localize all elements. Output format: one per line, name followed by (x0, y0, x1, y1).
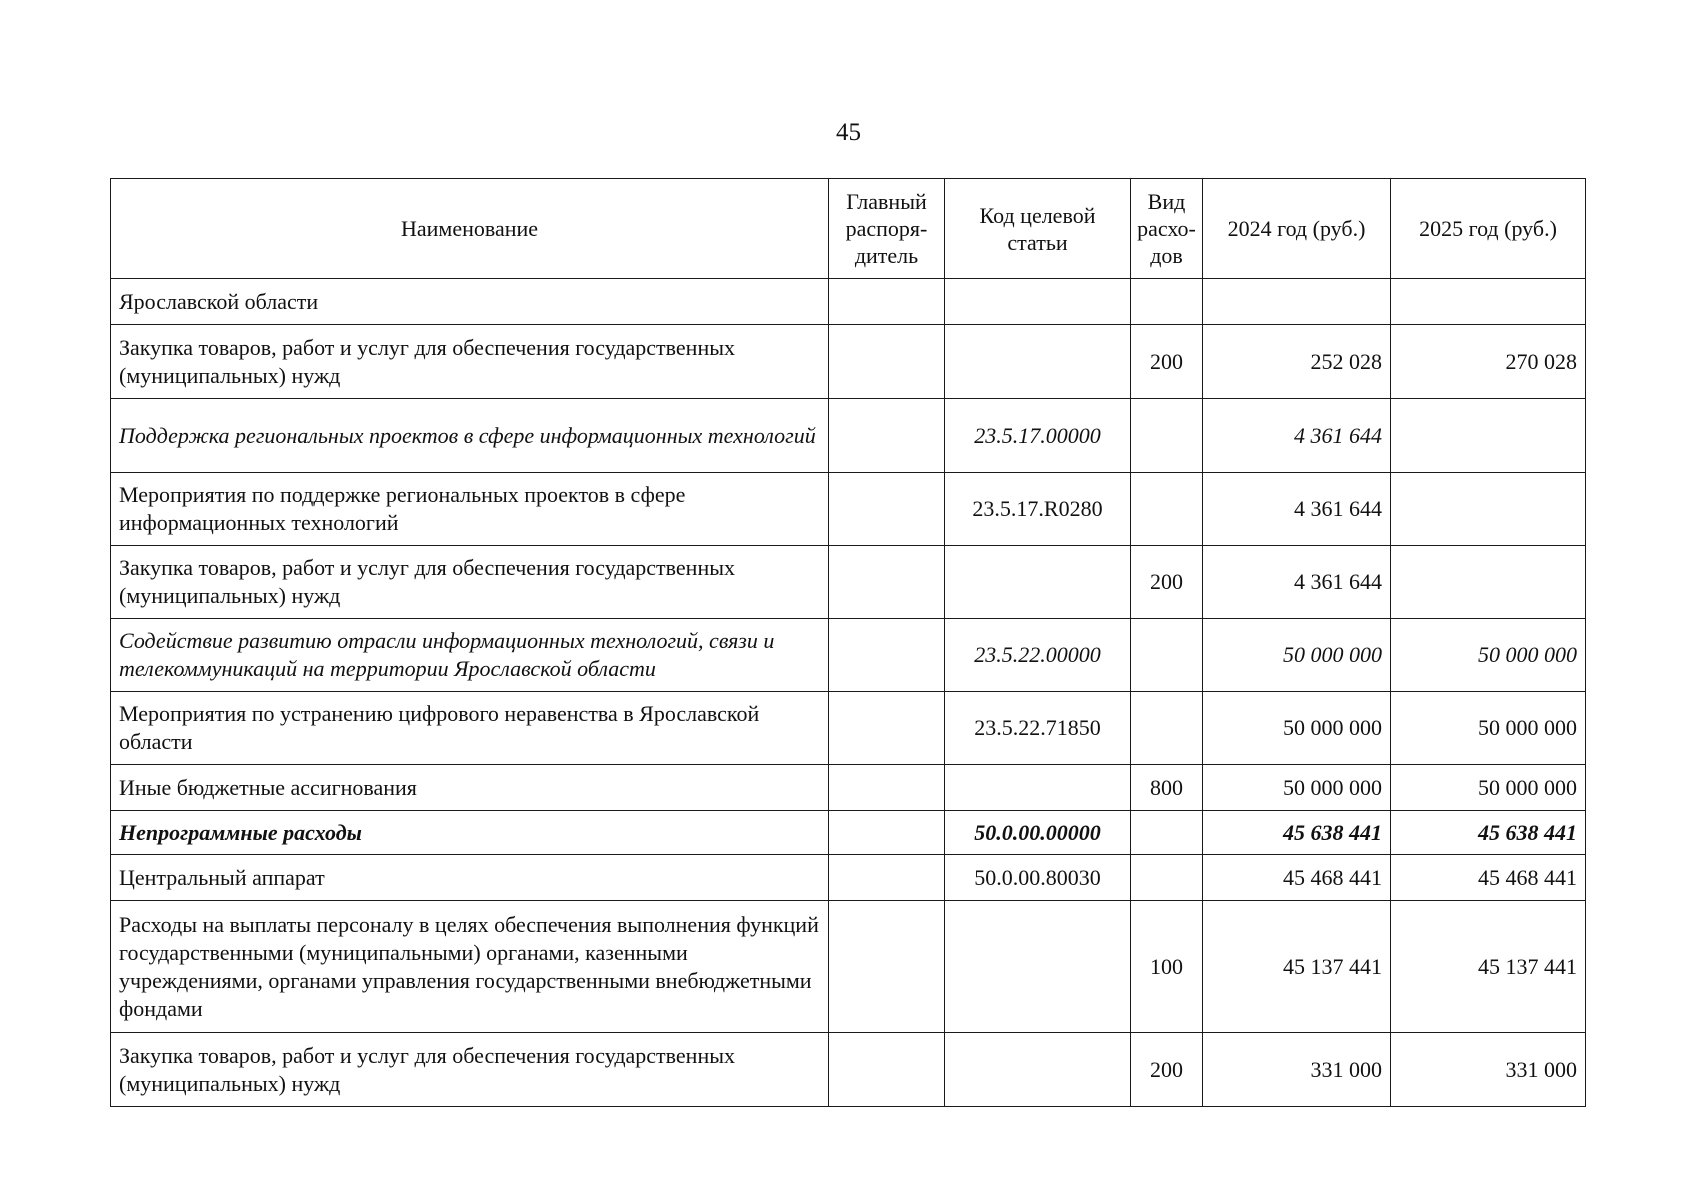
cell-2025: 50 000 000 (1391, 692, 1586, 765)
table-row (111, 473, 1586, 546)
table-row (111, 399, 1586, 473)
cell-code: 23.5.22.71850 (945, 692, 1131, 765)
cell-kind: 800 (1131, 765, 1203, 811)
table-row (111, 279, 1586, 325)
table-row (111, 619, 1586, 692)
cell-manager (829, 901, 945, 1033)
table-row (111, 765, 1586, 811)
cell-kind (1131, 811, 1203, 855)
cell-manager (829, 399, 945, 473)
cell-2024 (1203, 279, 1391, 325)
cell-name: Поддержка региональных проектов в сфере информационных технологий (111, 399, 829, 473)
cell-code: 23.5.22.00000 (945, 619, 1131, 692)
cell-manager (829, 279, 945, 325)
cell-name: Закупка товаров, работ и услуг для обеспечения государственных (муниципальных) нужд (111, 1033, 829, 1107)
cell-name: Расходы на выплаты персоналу в целях обеспечения выполнения функций государственными (муниципальными) органами, казенными учреждениями, органами управления государственными внебюджетными фондами (111, 901, 829, 1033)
header-code: Код целевой статьи (945, 179, 1131, 279)
cell-2024: 4 361 644 (1203, 399, 1391, 473)
cell-2025 (1391, 473, 1586, 546)
cell-kind (1131, 619, 1203, 692)
cell-code (945, 546, 1131, 619)
table-row (111, 811, 1586, 855)
cell-code: 50.0.00.80030 (945, 855, 1131, 901)
cell-2024: 331 000 (1203, 1033, 1391, 1107)
cell-kind (1131, 473, 1203, 546)
cell-kind (1131, 399, 1203, 473)
cell-name: Ярославской области (111, 279, 829, 325)
page-number: 45 (836, 119, 861, 146)
cell-manager (829, 1033, 945, 1107)
cell-2024: 4 361 644 (1203, 473, 1391, 546)
cell-manager (829, 855, 945, 901)
cell-2024: 50 000 000 (1203, 619, 1391, 692)
cell-2024: 45 468 441 (1203, 855, 1391, 901)
cell-2025 (1391, 399, 1586, 473)
cell-2025: 45 468 441 (1391, 855, 1586, 901)
cell-2024: 50 000 000 (1203, 692, 1391, 765)
cell-kind: 100 (1131, 901, 1203, 1033)
cell-2025: 270 028 (1391, 325, 1586, 399)
cell-manager (829, 692, 945, 765)
cell-kind: 200 (1131, 325, 1203, 399)
cell-2025: 45 638 441 (1391, 811, 1586, 855)
table-row (111, 546, 1586, 619)
cell-2025 (1391, 279, 1586, 325)
cell-2025 (1391, 546, 1586, 619)
cell-2025: 331 000 (1391, 1033, 1586, 1107)
cell-code (945, 765, 1131, 811)
cell-code (945, 279, 1131, 325)
cell-code (945, 901, 1131, 1033)
header-year-2025: 2025 год (руб.) (1391, 179, 1586, 279)
header-kind: Вид расхо-дов (1131, 179, 1203, 279)
table-row (111, 901, 1586, 1033)
cell-2024: 45 137 441 (1203, 901, 1391, 1033)
cell-2024: 50 000 000 (1203, 765, 1391, 811)
cell-code: 23.5.17.00000 (945, 399, 1131, 473)
cell-2024: 45 638 441 (1203, 811, 1391, 855)
cell-manager (829, 619, 945, 692)
header-manager: Главный распоря-дитель (829, 179, 945, 279)
cell-name: Иные бюджетные ассигнования (111, 765, 829, 811)
cell-manager (829, 765, 945, 811)
cell-name: Центральный аппарат (111, 855, 829, 901)
cell-kind: 200 (1131, 1033, 1203, 1107)
table-row (111, 692, 1586, 765)
cell-name: Мероприятия по поддержке региональных проектов в сфере информационных технологий (111, 473, 829, 546)
budget-table (110, 178, 1586, 1107)
cell-code (945, 325, 1131, 399)
header-name: Наименование (111, 179, 829, 279)
cell-kind (1131, 279, 1203, 325)
cell-name: Мероприятия по устранению цифрового неравенства в Ярославской области (111, 692, 829, 765)
cell-name: Закупка товаров, работ и услуг для обеспечения государственных (муниципальных) нужд (111, 546, 829, 619)
cell-manager (829, 811, 945, 855)
table-row (111, 325, 1586, 399)
table-header-row (111, 179, 1586, 279)
cell-name: Закупка товаров, работ и услуг для обеспечения государственных (муниципальных) нужд (111, 325, 829, 399)
cell-2025: 50 000 000 (1391, 765, 1586, 811)
cell-name: Содействие развитию отрасли информационных технологий, связи и телекоммуникаций на территории Ярославской области (111, 619, 829, 692)
cell-2025: 45 137 441 (1391, 901, 1586, 1033)
table-body (111, 279, 1586, 1107)
table-row (111, 1033, 1586, 1107)
cell-2024: 4 361 644 (1203, 546, 1391, 619)
cell-manager (829, 546, 945, 619)
cell-2024: 252 028 (1203, 325, 1391, 399)
cell-kind: 200 (1131, 546, 1203, 619)
cell-code (945, 1033, 1131, 1107)
cell-code: 50.0.00.00000 (945, 811, 1131, 855)
cell-kind (1131, 855, 1203, 901)
table-row (111, 855, 1586, 901)
cell-name: Непрограммные расходы (111, 811, 829, 855)
cell-manager (829, 473, 945, 546)
cell-code: 23.5.17.R0280 (945, 473, 1131, 546)
cell-manager (829, 325, 945, 399)
header-year-2024: 2024 год (руб.) (1203, 179, 1391, 279)
cell-kind (1131, 692, 1203, 765)
cell-2025: 50 000 000 (1391, 619, 1586, 692)
